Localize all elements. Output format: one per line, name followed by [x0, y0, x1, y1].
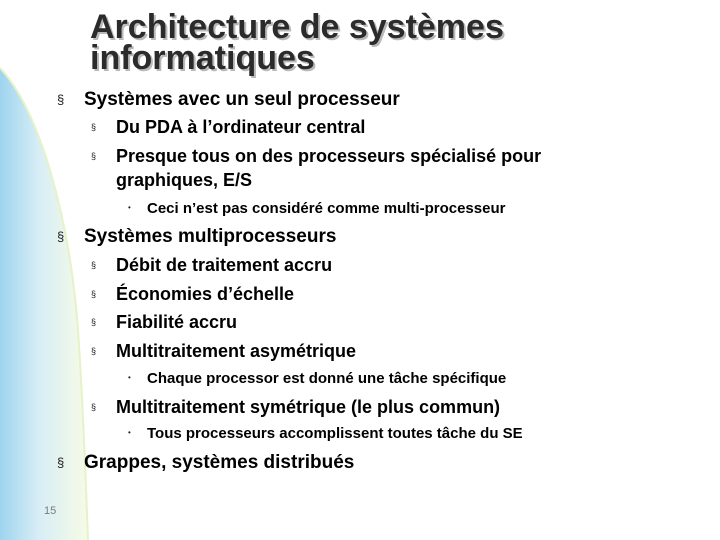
bullet-level3: Tous processeurs accomplissent toutes tâche du SE	[147, 425, 523, 442]
bullet-marker: §	[57, 455, 65, 470]
bullet-level3: Ceci n’est pas considéré comme multi-processeur	[147, 200, 506, 217]
bullet-marker: §	[91, 402, 97, 412]
bullet-level1: Systèmes multiprocesseurs	[84, 226, 337, 247]
bullet-marker: •	[128, 373, 131, 382]
bullet-level2: Multitraitement asymétrique	[116, 341, 357, 361]
bullet-level2: Multitraitement symétrique (le plus commun)	[116, 397, 501, 417]
bullet-level2-continuation: graphiques, E/S	[116, 170, 253, 190]
bullet-level2: Presque tous on des processeurs spécialisé pour	[116, 146, 542, 166]
bullet-marker: §	[57, 92, 65, 107]
bullet-level2: Débit de traitement accru	[116, 255, 333, 275]
bullet-marker: •	[128, 428, 131, 437]
bullet-marker: §	[57, 229, 65, 244]
bullet-level1: Systèmes avec un seul processeur	[84, 89, 400, 110]
bullet-marker: §	[91, 289, 97, 299]
title-line-2: informatiques	[90, 39, 315, 77]
bullet-marker: §	[91, 151, 97, 161]
bullet-level2: Économies d’échelle	[116, 284, 295, 304]
page-number: 15	[44, 505, 57, 517]
bullet-marker: •	[128, 203, 131, 212]
bullet-level2: Fiabilité accru	[116, 312, 238, 332]
bullet-level3: Chaque processor est donné une tâche spécifique	[147, 370, 507, 387]
bullet-marker: §	[91, 317, 97, 327]
bullet-marker: §	[91, 346, 97, 356]
bullet-level1: Grappes, systèmes distribués	[84, 452, 355, 473]
bullet-marker: §	[91, 122, 97, 132]
title-line-1: Architecture de systèmes	[90, 8, 504, 46]
bullet-marker: §	[91, 260, 97, 270]
bullet-level2: Du PDA à l’ordinateur central	[116, 117, 366, 137]
